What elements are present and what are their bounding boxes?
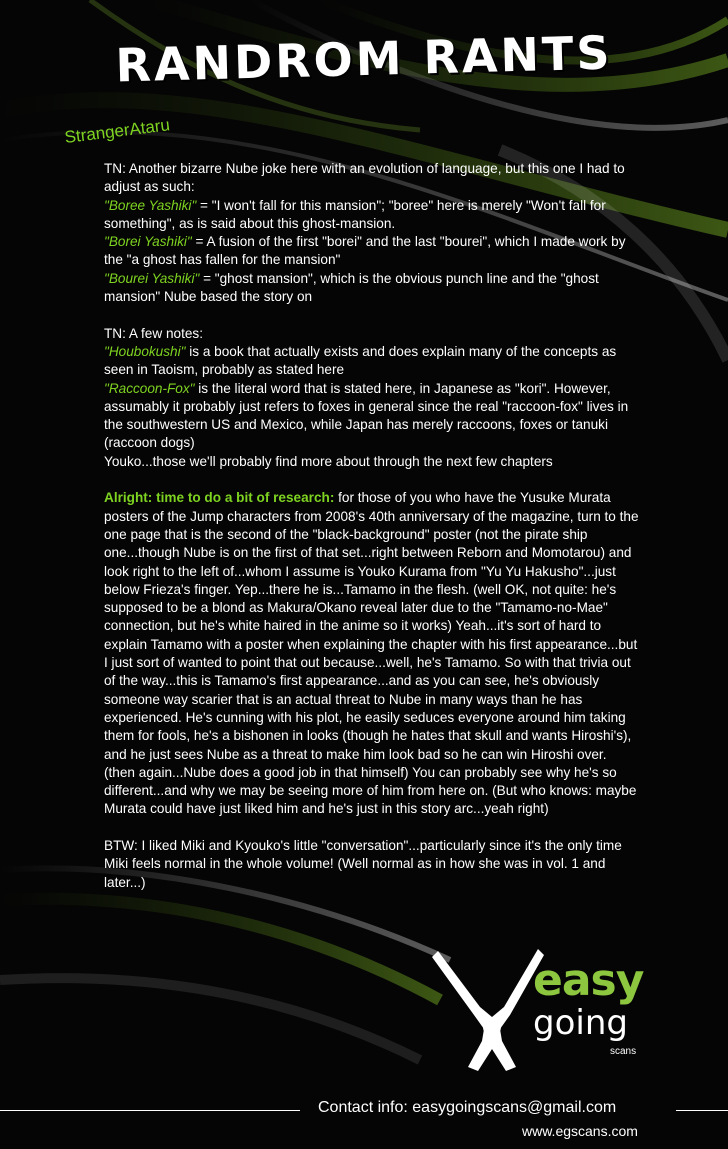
- youko-note: Youko...those we'll probably find more about through the next few chapters: [104, 453, 553, 469]
- definition-houbokushi: is a book that actually exists and does explain many of the concepts as seen in Taoism, probably as stated here: [104, 343, 617, 378]
- definition-bourei-yashiki: = "ghost mansion", which is the obvious punch line and the "ghost mansion" Nube based the story on: [104, 270, 599, 305]
- page-title: RANDROM RANTS: [114, 25, 614, 93]
- definition-borei-yashiki: = A fusion of the first "borei" and the last "bourei", which I made work by the "a ghost has fallen for the mansion": [104, 234, 626, 268]
- tn-intro-1: TN: Another bizarre Nube joke here with an evolution of language, but this one I had to adjust as such:: [104, 161, 625, 195]
- footer-divider-left: [0, 1110, 300, 1111]
- term-boree-yashiki: "Boree Yashiki": [104, 197, 197, 213]
- easy-going-scans-logo: [430, 945, 660, 1075]
- tn-intro-2: TN: A few notes:: [104, 325, 203, 341]
- term-bourei-yashiki: "Bourei Yashiki": [104, 270, 200, 286]
- term-houbokushi: "Houbokushi": [104, 343, 186, 359]
- research-lead: Alright: time to do a bit of research:: [104, 490, 335, 506]
- logo-text-scans: scans: [610, 1046, 637, 1057]
- footer-divider-right: [676, 1110, 728, 1111]
- definition-raccoon-fox: is the literal word that is stated here, in Japanese as "kori". However, assumably it probably just refers to foxes in general since the real "raccoon-fox" lives in the southwestern US and Mexico, while Japan has merely raccoons, foxes or tanuki (raccoon dogs): [104, 380, 629, 451]
- logo-text-easy: easy: [533, 955, 644, 1006]
- research-text: for those of you who have the Yusuke Murata posters of the Jump characters from 2008's 40th anniversary of the magazine, turn to the one page that is the second of the "black-background" poster (not the pirate ship one...though Nube is on the first of that set...right between Reborn and Momotarou) and look right to the left of...whom I assume is Youko Kurama from "Yu Yu Hakusho"...just below Frieza's finger. Yep...there he is...Tamamo in the flesh. (well OK, not quite: he's supposed to be a blond as Makura/Okano reveal later due to the "Tamamo-no-Mae" connection, but he's white haired in the anime so it works) Yeah...it's sort of hard to explain Tamamo with a poster when explaining the chapter with his first appearance...but I just sort of wanted to point that out because...well, he's Tamamo. So with that trivia out of the way...this is Tamamo's first appearance...and as you can see, he's obviously someone way scarier that is an actual threat to Nube in many ways than he has experienced. He's cunning with his plot, he easily seduces everyone around him taking them for fools, he's a bishonen in looks (though he hates that skull and wants Hiroshi's), and he just sees Nube as a threat to make him look bad so he can win Hiroshi over. (then again...Nube does a good job in that himself) You can probably see why he's so different...and why we may be seeing more of him from here on. (But who knows: maybe Murata could have just liked him and he's just in this story arc...yeah right): [104, 490, 639, 817]
- term-raccoon-fox: "Raccoon-Fox": [104, 380, 195, 396]
- term-borei-yashiki: "Borei Yashiki": [104, 234, 192, 250]
- contact-info: Contact info: easygoingscans@gmail.com: [318, 1099, 617, 1116]
- rant-body: [104, 160, 640, 892]
- definition-boree-yashiki: = "I won't fall for this mansion"; "boree" here is merely "Won't fall for something", as is said about this ghost-mansion.: [104, 197, 606, 231]
- btw-paragraph: BTW: I liked Miki and Kyouko's little "conversation"...particularly since it's the only time Miki feels normal in the whole volume! (Well normal as in how she was in vol. 1 and later...): [104, 837, 622, 890]
- tn-paragraph-2: [104, 325, 640, 471]
- logo-text-going: going: [533, 1003, 628, 1043]
- website-url: www.egscans.com: [522, 1123, 638, 1139]
- breakdancer-logo-icon: [430, 945, 550, 1075]
- research-paragraph: [104, 489, 640, 818]
- tn-paragraph-1: [104, 160, 640, 306]
- author-name: StrangerAtaru: [63, 115, 171, 148]
